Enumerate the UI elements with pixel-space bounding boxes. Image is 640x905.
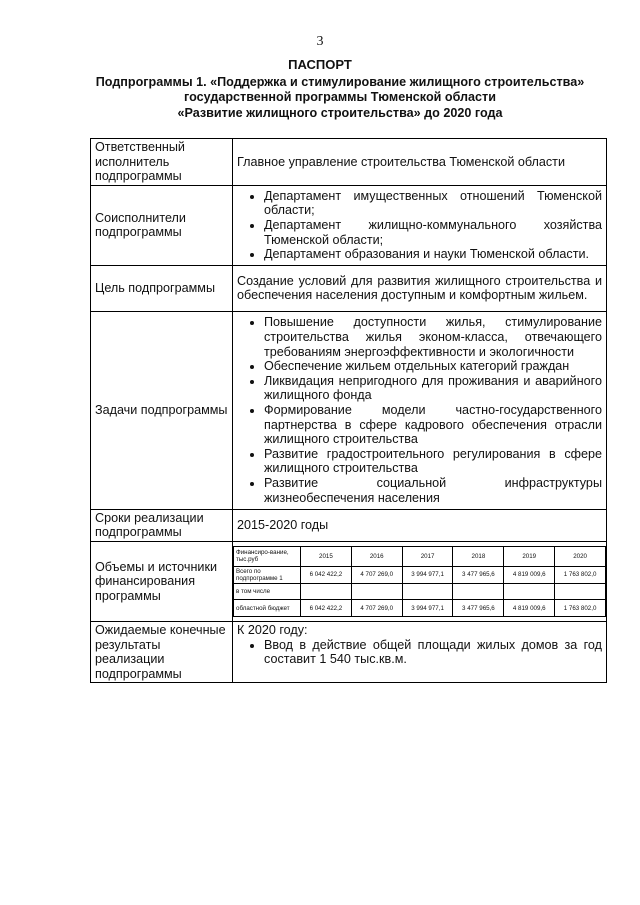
row-period bbox=[91, 509, 607, 541]
funding-cell: 4 707 269,0 bbox=[351, 600, 402, 617]
row-value: 2015-2020 годы bbox=[233, 509, 607, 541]
row-label: Соисполнители подпрограммы bbox=[91, 185, 233, 265]
funding-header-cell: 2015 bbox=[301, 546, 352, 566]
funding-row bbox=[234, 566, 606, 583]
funding-cell: 6 042 422,2 bbox=[301, 600, 352, 617]
results-list bbox=[237, 638, 602, 667]
list-item: • Ввод в действие общей площади жилых домов за год составит 1 540 тыс.кв.м. bbox=[264, 638, 602, 667]
list-item: • Повышение доступности жилья, стимулирование строительства жилья эконом-класса, отвечающего требованиям энергоэффективности и экологичности bbox=[264, 315, 602, 359]
row-label: Ответственный исполнитель подпрограммы bbox=[91, 139, 233, 186]
funding-cell bbox=[555, 584, 606, 600]
funding-row bbox=[234, 600, 606, 617]
funding-cell: 3 477 965,6 bbox=[453, 600, 504, 617]
funding-cell: 1 763 802,0 bbox=[555, 566, 606, 583]
passport-table bbox=[90, 138, 607, 683]
funding-cell: 1 763 802,0 bbox=[555, 600, 606, 617]
funding-cell: 4 819 009,6 bbox=[504, 566, 555, 583]
row-executor bbox=[91, 139, 607, 186]
subtitle-line: «Развитие жилищного строительства» до 2020 года bbox=[177, 105, 503, 120]
row-value bbox=[233, 185, 607, 265]
funding-cell bbox=[301, 584, 352, 600]
row-funding bbox=[91, 541, 607, 621]
row-tasks bbox=[91, 311, 607, 509]
row-coexecutors bbox=[91, 185, 607, 265]
document-subtitle bbox=[40, 75, 640, 121]
list-item: • Департамент жилищно-коммунального хозяйства Тюменской области; bbox=[264, 218, 602, 247]
funding-cell: областной бюджет bbox=[234, 600, 301, 617]
funding-cell: 6 042 422,2 bbox=[301, 566, 352, 583]
list-item: • Формирование модели частно-государственного партнерства в сфере кадрового обеспечения отрасли жилищного строительства bbox=[264, 403, 602, 447]
funding-header-cell: 2016 bbox=[351, 546, 402, 566]
row-value bbox=[233, 541, 607, 621]
row-goal bbox=[91, 265, 607, 311]
funding-header-cell: 2017 bbox=[402, 546, 453, 566]
row-value: Создание условий для развития жилищного строительства и обеспечения населения доступным и комфортным жильем. bbox=[233, 265, 607, 311]
funding-cell bbox=[504, 584, 555, 600]
funding-cell: в том числе bbox=[234, 584, 301, 600]
document-heading: ПАСПОРТ bbox=[288, 57, 352, 72]
list-item: • Развитие социальной инфраструктуры жизнеобеспечения населения bbox=[264, 476, 602, 505]
row-value bbox=[233, 621, 607, 682]
list-item: • Департамент образования и науки Тюменской области. bbox=[264, 247, 602, 262]
subtitle-line: Подпрограммы 1. «Поддержка и стимулирование жилищного строительства» bbox=[95, 75, 585, 89]
funding-header-cell: Финансиро-вание, тыс.руб bbox=[234, 546, 301, 566]
funding-cell bbox=[351, 584, 402, 600]
funding-cell bbox=[453, 584, 504, 600]
subtitle-line: государственной программы Тюменской области bbox=[184, 90, 496, 105]
funding-cell: 3 477 965,6 bbox=[453, 566, 504, 583]
funding-row bbox=[234, 584, 606, 600]
funding-table bbox=[233, 546, 606, 617]
row-label: Сроки реализации подпрограммы bbox=[91, 509, 233, 541]
funding-cell: 4 819 009,6 bbox=[504, 600, 555, 617]
funding-header-cell: 2018 bbox=[453, 546, 504, 566]
coexecutors-list bbox=[237, 189, 602, 262]
list-item: • Обеспечение жильем отдельных категорий граждан bbox=[264, 359, 602, 374]
list-item: • Развитие градостроительного регулирования в сфере жилищного строительства bbox=[264, 447, 602, 476]
row-label: Объемы и источники финансирования программы bbox=[91, 541, 233, 621]
funding-header-cell: 2019 bbox=[504, 546, 555, 566]
funding-header-cell: 2020 bbox=[555, 546, 606, 566]
list-item: • Ликвидация непригодного для проживания и аварийного жилищного фонда bbox=[264, 374, 602, 403]
funding-cell bbox=[402, 584, 453, 600]
funding-header-row bbox=[234, 546, 606, 566]
row-label: Цель подпрограммы bbox=[91, 265, 233, 311]
row-value: Главное управление строительства Тюменской области bbox=[233, 139, 607, 186]
row-results bbox=[91, 621, 607, 682]
row-label: Ожидаемые конечные результаты реализации подпрограммы bbox=[91, 621, 233, 682]
funding-cell: Всего по подпрограмме 1 bbox=[234, 566, 301, 583]
funding-cell: 4 707 269,0 bbox=[351, 566, 402, 583]
page-number: 3 bbox=[316, 34, 324, 49]
tasks-list bbox=[237, 315, 602, 505]
row-label: Задачи подпрограммы bbox=[91, 311, 233, 509]
list-item: • Департамент имущественных отношений Тюменской области; bbox=[264, 189, 602, 218]
results-intro: К 2020 году: bbox=[237, 622, 308, 637]
funding-cell: 3 994 977,1 bbox=[402, 566, 453, 583]
row-value bbox=[233, 311, 607, 509]
funding-cell: 3 994 977,1 bbox=[402, 600, 453, 617]
